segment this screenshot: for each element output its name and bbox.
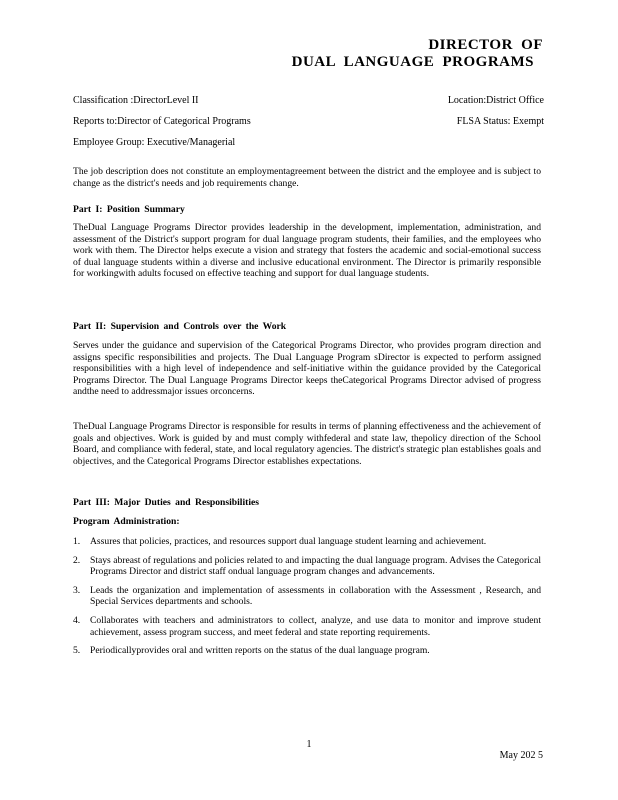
part3-heading: Part III: Major Duties and Responsibilities: [73, 497, 259, 508]
meta-row-3: [73, 137, 544, 148]
list-item: [73, 536, 541, 548]
list-item-text: Assures that policies, practices, and resources support dual language student learning and achievement.: [90, 536, 487, 547]
classification: Classification :DirectorLevel II: [73, 95, 199, 106]
list-item: [73, 615, 541, 638]
list-item-number: 4.: [73, 614, 81, 626]
list-item-number: 1.: [73, 536, 81, 547]
meta-row-1: [73, 95, 544, 106]
reports-to: Reports to:Director of Categorical Programs: [73, 116, 251, 127]
document-title-line1: DIRECTOR OF: [428, 37, 543, 53]
list-item: [73, 585, 541, 608]
location: Location:District Office: [447, 95, 544, 106]
part2-paragraph-1: Serves under the guidance and supervision of the Categorical Programs Director, who provides program direction and assigns specific responsibilities and projects. The Dual Language Program sDirector is expected to perform assigned responsibilities with a high level of independence and self-initiative within the guidance provided by the Categorical Programs Director. The Dual Language Programs Director keeps theCategorical Programs Director advised of progress andthe need to addressmajor issues orconcerns.: [73, 340, 541, 398]
part2-paragraph-2: TheDual Language Programs Director is responsible for results in terms of planning effectiveness and the achievement of goals and objectives. Work is guided by and must comply withfederal and state law, thepolicy direction of the School Board, and compliance with federal, state, and local regulatory agencies. The district's strategic plan establishes goals and objectives, and the Categorical Programs Director establishes expectations.: [73, 421, 541, 467]
document-title-line2: DUAL LANGUAGE PROGRAMS: [291, 54, 534, 70]
list-item-text: Leads the organization and implementation of assessments in collaboration with the Assessment , Research, and Special Services departments and schools.: [90, 584, 541, 608]
disclaimer-paragraph: The job description does not constitute an employmentagreement between the district and the employee and is subject to change as the district's needs and job requirements change.: [73, 166, 541, 189]
list-item-number: 3.: [73, 584, 81, 596]
list-item: [73, 555, 541, 578]
part3-subheading: Program Administration:: [73, 516, 180, 527]
part1-paragraph: TheDual Language Programs Director provides leadership in the development, implementation, administration, and assessment of the District's support program for dual language program students, their families, and the employees who work with them. The Director helps execute a vision and strategy that fosters the academic and social-emotional success of dual language students within a diverse and inclusive educational environment. The Director is primarily responsible for workingwith adults focused on effective teaching and support for dual language students.: [73, 222, 541, 280]
list-item: [73, 645, 541, 657]
page-number: 1: [306, 739, 312, 750]
list-item-text: Periodicallyprovides oral and written reports on the status of the dual language program.: [90, 645, 430, 657]
duties-list: [73, 536, 541, 664]
part2-heading: Part II: Supervision and Controls over the Work: [73, 321, 287, 332]
list-item-text: Collaborates with teachers and administrators to collect, analyze, and use data to monitor and improve student achievement, assess program success, and meet federal and state reporting requirements.: [90, 614, 541, 638]
flsa-status: FLSA Status: Exempt: [456, 116, 544, 127]
list-item-number: 5.: [73, 645, 81, 657]
part1-heading: Part I: Position Summary: [73, 204, 185, 215]
footer-date: May 202 5: [499, 750, 543, 761]
list-item-text: Stays abreast of regulations and policies related to and impacting the dual language program. Advises the Categorical Programs Director and district staff ondual language program changes and advancements.: [90, 554, 541, 578]
list-item-number: 2.: [73, 554, 81, 566]
employee-group: Employee Group: Executive/Managerial: [73, 137, 236, 148]
meta-row-2: [73, 116, 544, 127]
